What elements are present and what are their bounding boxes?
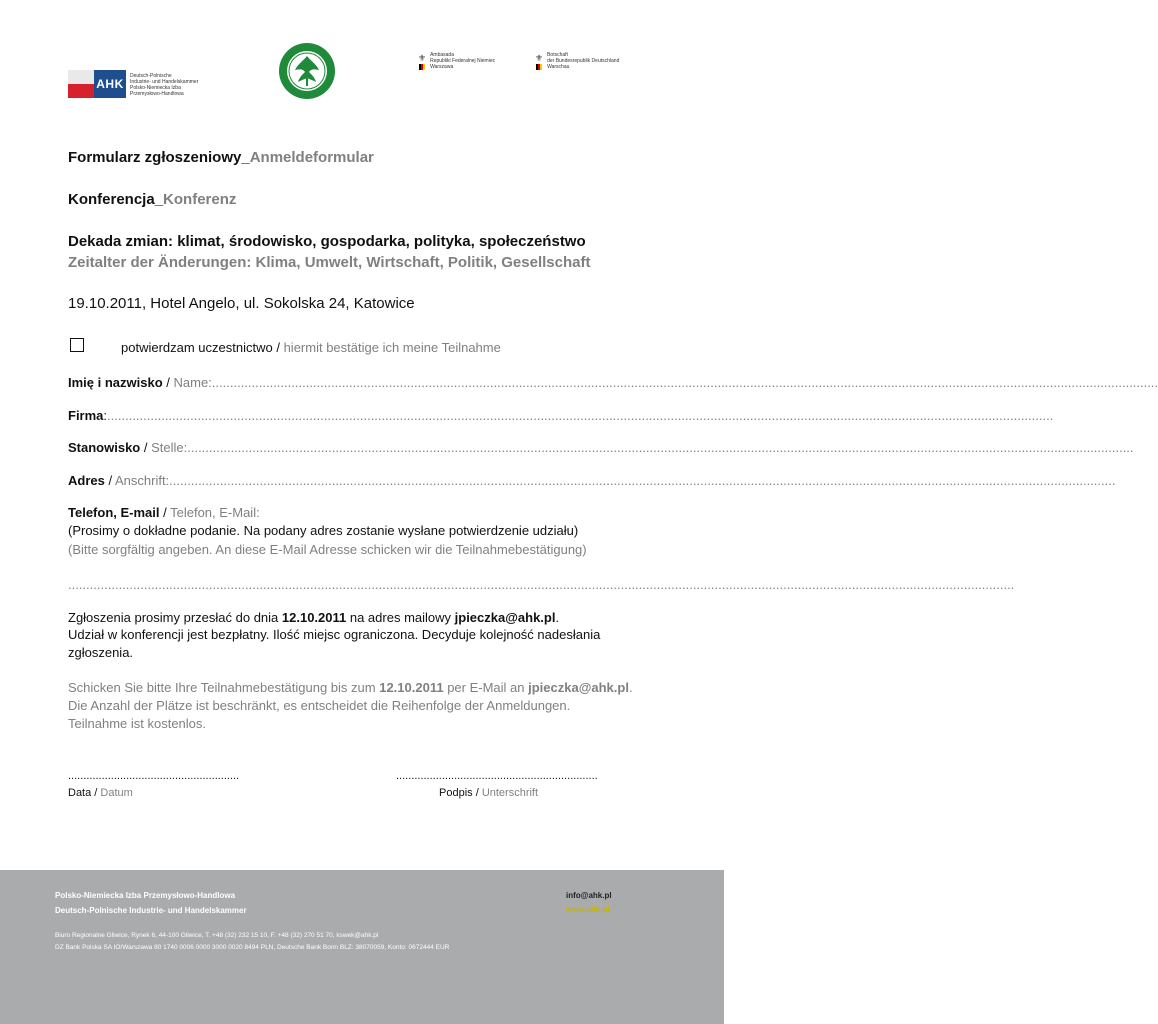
field-name-label-de: Name:: [173, 375, 212, 390]
conference-title-pl: Konferencja_: [68, 191, 164, 208]
confirm-label-de: hiermit bestätige ich meine Teilnahme: [283, 340, 501, 355]
info-de-email[interactable]: jpieczka@ahk.pl: [528, 680, 629, 695]
field-position-dots: ......................................................................................................................................................................................................................................................................: [187, 440, 1134, 455]
field-name[interactable]: [68, 375, 1158, 390]
info-de-deadline: 12.10.2011: [379, 680, 444, 695]
signature-label: [439, 787, 538, 799]
date-separator: /: [91, 787, 101, 799]
info-de-period: .: [628, 680, 633, 695]
signature-label-pl: Podpis: [439, 787, 473, 799]
embassy-2-text: Botschaft der Bundesrepublik Deutschland Warschau: [547, 52, 620, 70]
field-company[interactable]: [68, 408, 1054, 423]
info-pl-deadline: 12.10.2011: [281, 610, 347, 625]
field-address-dots: ......................................................................................................................................................................................................................................................................: [169, 473, 1116, 488]
embassy-logo-1: [418, 52, 495, 70]
field-separator: /: [159, 505, 171, 520]
info-pl-line2: Udział w konferencji jest bezpłatny. Ilość miejsc ograniczona. Decyduje kolejność nadesłania: [68, 627, 601, 642]
field-company-label-pl: Firma: [68, 408, 104, 423]
flag-icon: [68, 70, 94, 98]
confirm-label-pl: potwierdzam uczestnictwo: [121, 340, 273, 355]
field-phone[interactable]: [68, 505, 260, 520]
field-separator: /: [140, 440, 152, 455]
footer: [0, 870, 724, 1024]
field-company-colon: :: [103, 408, 108, 423]
confirm-separator: /: [272, 340, 284, 355]
form-title-de: Anmeldeformular: [249, 149, 374, 166]
date-label-de: Datum: [100, 787, 133, 799]
confirm-label: [121, 340, 501, 355]
form-title: [68, 149, 374, 166]
forum-emblem-icon: [278, 42, 336, 100]
subject-de: Zeitalter der Änderungen: Klima, Umwelt, Wirtschaft, Politik, Gesellschaft: [68, 254, 591, 271]
info-de-line2: Die Anzahl der Plätze ist beschränkt, es entscheidet die Reihenfolge der Anmeldungen.: [68, 698, 571, 713]
signature-dots[interactable]: ..................................................................: [396, 770, 598, 782]
note-de: (Bitte sorgfältig angeben. An diese E-Mail Adresse schicken wir die Teilnahmebestätigung): [68, 542, 587, 557]
ahk-logo-text: AHK: [94, 70, 126, 98]
signature-label-de: Unterschrift: [481, 787, 539, 799]
footer-org-de: Deutsch-Polnische Industrie- und Handelskammer: [55, 906, 247, 915]
footer-org-pl: Polsko-Niemiecka Izba Przemysłowo-Handlowa: [55, 891, 236, 900]
info-pl-email[interactable]: jpieczka@ahk.pl: [454, 610, 556, 625]
field-position[interactable]: [68, 440, 1134, 455]
event-details: 19.10.2011, Hotel Angelo, ul. Sokolska 24, Katowice: [68, 295, 415, 312]
embassy-logo-2: [535, 52, 619, 70]
field-address-label-pl: Adres: [68, 473, 105, 488]
embassy-1-text: Ambasada Republiki Federalnej Niemiec Warszawa: [430, 52, 496, 70]
conference-title-de: Konferenz: [163, 191, 237, 208]
field-address[interactable]: [68, 473, 1116, 488]
signature-separator: /: [472, 787, 482, 799]
field-position-label-pl: Stanowisko: [68, 440, 141, 455]
confirm-checkbox[interactable]: [70, 338, 84, 352]
footer-bank: DZ Bank Polska SA IO/Warszawa 80 1740 0006 0000 3000 0020 8494 PLN, Deutsche Bank Bonn BLZ: 38070059, Konto: 0672444 EUR: [55, 944, 450, 951]
info-pl-line3: zgłoszenia.: [68, 645, 134, 660]
conference-title: [68, 191, 236, 208]
field-phone-label-de: Telefon, E-Mail:: [170, 505, 260, 520]
eagle-icon: ⚜: [418, 53, 427, 63]
field-separator: /: [162, 375, 174, 390]
info-de-line3: Teilnahme ist kostenlos.: [68, 716, 207, 731]
footer-website[interactable]: www.ahk.pl: [566, 905, 610, 914]
field-position-label-de: Stelle:: [151, 440, 188, 455]
field-phone-label-pl: Telefon, E-mail: [68, 505, 160, 520]
date-label: [68, 787, 133, 799]
info-pl-line1: [68, 610, 559, 625]
field-name-label-pl: Imię i nazwisko: [68, 375, 163, 390]
field-address-label-de: Anschrift:: [114, 473, 170, 488]
subject-pl: Dekada zmian: klimat, środowisko, gospodarka, polityka, społeczeństwo: [68, 233, 586, 250]
note-pl: (Prosimy o dokładne podanie. Na podany adres zostanie wysłane potwierdzenie udziału): [68, 523, 579, 538]
date-dots[interactable]: ........................................................: [68, 770, 240, 782]
footer-email[interactable]: info@ahk.pl: [566, 891, 612, 900]
info-pl-period: .: [555, 610, 560, 625]
field-phone-dots[interactable]: ......................................................................................................................................................................................................................................................................: [68, 577, 1015, 592]
field-name-dots: ......................................................................................................................................................................................................................................................................: [211, 375, 1158, 390]
info-de-text: Schicken Sie bitte Ihre Teilnahmebestätigung bis zum: [68, 680, 380, 695]
field-company-dots: ......................................................................................................................................................................................................................................................................: [107, 408, 1054, 423]
info-pl-text: Zgłoszenia prosimy przesłać do dnia: [68, 610, 282, 625]
info-de-text: per E-Mail an: [443, 680, 529, 695]
footer-address: Biuro Regionalne Gliwice, Rynek 6, 44-100 Gliwice, T. +48 (32) 232 15 10, F. +48 (32) 270 51 70, kswek@ahk.pl: [55, 932, 379, 939]
info-de-line1: [68, 680, 633, 695]
date-label-pl: Data: [68, 787, 92, 799]
form-title-pl: Formularz zgłoszeniowy_: [68, 149, 250, 166]
info-pl-text: na adres mailowy: [346, 610, 455, 625]
field-separator: /: [104, 473, 115, 488]
ahk-logo-subtitle: Deutsch-Polnische Industrie- und Handelskammer Polsko-Niemiecka Izba Przemysłowo-Handlowa: [130, 73, 199, 97]
ahk-logo: [68, 70, 208, 98]
eagle-icon: ⚜: [535, 53, 544, 63]
